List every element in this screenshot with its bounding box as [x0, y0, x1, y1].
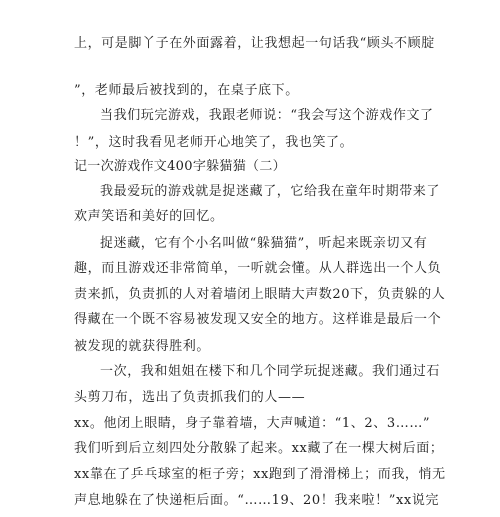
text-line: ”，老师最后被找到的，在桌子底下。	[74, 83, 299, 98]
text-line: 我们听到后立刻四处分散躲了起来。xx藏了在一棵大树后面；	[74, 441, 444, 456]
text-line: 得藏在一个既不容易被发现又安全的地方。这样谁是最后一个	[74, 312, 442, 327]
text-line: 上，可是脚丫子在外面露着，让我想起一句话我“顾头不顾腚	[74, 36, 435, 51]
text-line: 欢声笑语和美好的回忆。	[74, 209, 224, 224]
text-line: 声息地躲在了快递柜后面。“……19、20！我来啦！”xx说完	[74, 493, 440, 508]
text-line: 责来抓，负责抓的人对着墙闭上眼睛大声数20下，负责躲的人	[74, 287, 446, 302]
text-line: 捉迷藏，它有个小名叫做“躲猫猫”，听起来既亲切又有	[100, 236, 428, 251]
text-line: xx。他闭上眼睛，身子靠着墙，大声喊道：“1、2、3……”	[74, 416, 431, 431]
text-line: 被发现的就获得胜利。	[74, 339, 211, 354]
text-line: 头剪刀布，选出了负责抓我们的人——	[74, 390, 306, 405]
text-line: 一次，我和姐姐在楼下和几个同学玩捉迷藏。我们通过石	[100, 364, 441, 379]
text-line: 我最爱玩的游戏就是捉迷藏了，它给我在童年时期带来了	[100, 184, 441, 199]
text-line: 趣，而且游戏还非常简单，一听就会懂。从人群选出一个人负	[74, 261, 442, 276]
section-heading: 记一次游戏作文400字躲猫猫（二）	[74, 159, 286, 174]
text-line: 当我们玩完游戏，我跟老师说：“我会写这个游戏作文了	[100, 108, 434, 123]
text-line: ！”，这时我看见老师开心地笑了，我也笑了。	[74, 135, 354, 150]
text-line: xx靠在了乒乓球室的柜子旁；xx跑到了滑滑梯上；而我，悄无	[74, 467, 446, 482]
